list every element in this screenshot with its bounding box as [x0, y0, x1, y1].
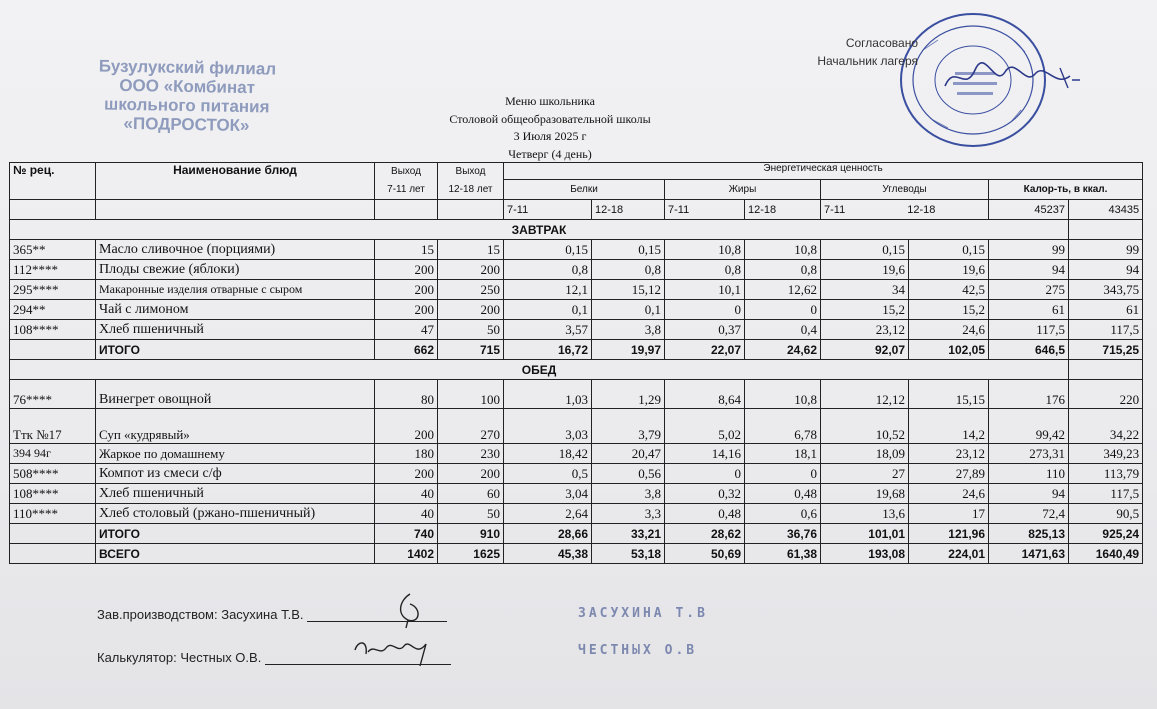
value-cell: 110: [989, 464, 1069, 484]
value-cell: 0,56: [592, 464, 665, 484]
value-cell: 27,89: [909, 464, 989, 484]
header-out1-title: Выход: [391, 166, 421, 177]
value-cell: 99: [989, 240, 1069, 260]
header-name: Наименование блюд: [96, 163, 375, 200]
value-cell: 117,5: [1069, 484, 1143, 504]
value-cell: 0,48: [745, 484, 821, 504]
value-cell: 646,5: [989, 340, 1069, 360]
dish-name-cell: Суп «кудрявый»: [96, 409, 375, 444]
value-cell: 0,8: [504, 260, 592, 280]
value-cell: 200: [438, 464, 504, 484]
value-cell: 61,38: [745, 544, 821, 564]
value-cell: 24,62: [745, 340, 821, 360]
dish-name-cell: ВСЕГО: [96, 544, 375, 564]
value-cell: 0,32: [665, 484, 745, 504]
producer-signature-icon: [380, 590, 440, 630]
org-stamp-line: школьного питания: [103, 94, 270, 117]
value-cell: 0,15: [821, 240, 909, 260]
value-cell: 3,57: [504, 320, 592, 340]
value-cell: 24,6: [909, 484, 989, 504]
value-cell: 200: [375, 280, 438, 300]
value-cell: 23,12: [909, 444, 989, 464]
value-cell: 10,8: [745, 240, 821, 260]
section-row-breakfast: [10, 220, 1143, 240]
value-cell: 34,22: [1069, 409, 1143, 444]
age-cell: 7-11: [504, 200, 592, 220]
value-cell: 23,12: [821, 320, 909, 340]
value-cell: 220: [1069, 380, 1143, 409]
value-cell: 200: [438, 300, 504, 320]
value-cell: 15,15: [909, 380, 989, 409]
value-cell: 19,68: [821, 484, 909, 504]
dish-row: [10, 240, 1143, 260]
value-cell: 100: [438, 380, 504, 409]
value-cell: 0,15: [592, 240, 665, 260]
dish-row: [10, 380, 1143, 409]
value-cell: 0,6: [745, 504, 821, 524]
dish-name-cell: Хлеб столовый (ржано-пшеничный): [96, 504, 375, 524]
value-cell: 349,23: [1069, 444, 1143, 464]
breakfast-total-row: [10, 340, 1143, 360]
value-cell: 94: [1069, 260, 1143, 280]
organization-stamp: [81, 56, 292, 136]
value-cell: 193,08: [821, 544, 909, 564]
grand-total-row: [10, 544, 1143, 564]
recipe-code-cell: [10, 340, 96, 360]
header-proteins: Белки: [504, 180, 665, 200]
value-cell: 20,47: [592, 444, 665, 464]
value-cell: 8,64: [665, 380, 745, 409]
value-cell: 10,1: [665, 280, 745, 300]
value-cell: 15,2: [821, 300, 909, 320]
value-cell: 50: [438, 320, 504, 340]
value-cell: 1,29: [592, 380, 665, 409]
value-cell: 45,38: [504, 544, 592, 564]
value-cell: 99: [1069, 240, 1143, 260]
value-cell: 10,52: [821, 409, 909, 444]
header-out1-sub: 7-11 лет: [387, 184, 425, 195]
age-cell: [821, 200, 989, 220]
value-cell: 102,05: [909, 340, 989, 360]
value-cell: 33,21: [592, 524, 665, 544]
value-cell: 1402: [375, 544, 438, 564]
value-cell: 13,6: [821, 504, 909, 524]
dish-row: [10, 280, 1143, 300]
dish-row: [10, 409, 1143, 444]
org-stamp-line: «ПОДРОСТОК»: [123, 113, 250, 136]
value-cell: 50: [438, 504, 504, 524]
value-cell: 24,6: [909, 320, 989, 340]
title-line: 3 Июля 2025 г: [513, 129, 587, 143]
dish-name-cell: Компот из смеси с/ф: [96, 464, 375, 484]
section-label: ОБЕД: [10, 360, 1069, 380]
value-cell: 200: [438, 260, 504, 280]
age-label: 7-11: [824, 203, 846, 216]
value-cell: 925,24: [1069, 524, 1143, 544]
value-cell: 121,96: [909, 524, 989, 544]
menu-title: [360, 93, 740, 163]
section-label: ЗАВТРАК: [10, 220, 1069, 240]
value-cell: 715,25: [1069, 340, 1143, 360]
recipe-code-cell: 294**: [10, 300, 96, 320]
value-cell: 250: [438, 280, 504, 300]
recipe-code-cell: 508****: [10, 464, 96, 484]
value-cell: 113,79: [1069, 464, 1143, 484]
title-line: Столовой общеобразовательной школы: [449, 111, 651, 126]
value-cell: 92,07: [821, 340, 909, 360]
calculator-label: Калькулятор: Честных О.В.: [97, 650, 262, 665]
table-age-row: [10, 200, 1143, 220]
value-cell: 0,8: [592, 260, 665, 280]
value-cell: 15,2: [909, 300, 989, 320]
value-cell: 5,02: [665, 409, 745, 444]
value-cell: 200: [375, 300, 438, 320]
value-cell: 17: [909, 504, 989, 524]
dish-row: [10, 484, 1143, 504]
dish-row: [10, 320, 1143, 340]
value-cell: 99,42: [989, 409, 1069, 444]
value-cell: 10,8: [665, 240, 745, 260]
recipe-code-cell: 76****: [10, 380, 96, 409]
value-cell: 0,4: [745, 320, 821, 340]
recipe-code-cell: 108****: [10, 484, 96, 504]
value-cell: 0,8: [665, 260, 745, 280]
header-kcal: Калор-ть, в ккал.: [989, 180, 1143, 200]
value-cell: 94: [989, 484, 1069, 504]
table-header-row: [10, 163, 1143, 180]
value-cell: 47: [375, 320, 438, 340]
breakfast-rows: [10, 240, 1143, 340]
value-cell: 180: [375, 444, 438, 464]
header-out1: [375, 163, 438, 200]
value-cell: 22,07: [665, 340, 745, 360]
value-cell: 53,18: [592, 544, 665, 564]
value-cell: 14,2: [909, 409, 989, 444]
value-cell: 1471,63: [989, 544, 1069, 564]
value-cell: 72,4: [989, 504, 1069, 524]
value-cell: 0,1: [504, 300, 592, 320]
value-cell: 825,13: [989, 524, 1069, 544]
value-cell: 36,76: [745, 524, 821, 544]
dish-name-cell: Масло сливочное (порциями): [96, 240, 375, 260]
value-cell: 61: [1069, 300, 1143, 320]
value-cell: 16,72: [504, 340, 592, 360]
menu-table: [9, 162, 1143, 564]
value-cell: 3,8: [592, 484, 665, 504]
title-line: Четверг (4 день): [508, 146, 592, 161]
dish-name-cell: Чай с лимоном: [96, 300, 375, 320]
value-cell: 12,62: [745, 280, 821, 300]
lunch-total-row: [10, 524, 1143, 544]
value-cell: 60: [438, 484, 504, 504]
dish-row: [10, 464, 1143, 484]
dish-row: [10, 504, 1143, 524]
kcal-norm-cell: 43435: [1069, 200, 1143, 220]
value-cell: 1,03: [504, 380, 592, 409]
age-cell: 12-18: [592, 200, 665, 220]
approver-signature-icon: [940, 58, 1090, 98]
title-line: Меню школьника: [505, 94, 595, 108]
recipe-code-cell: 394 94г: [10, 444, 96, 464]
value-cell: 94: [989, 260, 1069, 280]
value-cell: 200: [375, 409, 438, 444]
section-row-lunch: [10, 360, 1143, 380]
value-cell: 19,6: [821, 260, 909, 280]
value-cell: 90,5: [1069, 504, 1143, 524]
value-cell: 3,03: [504, 409, 592, 444]
value-cell: 1640,49: [1069, 544, 1143, 564]
recipe-code-cell: [10, 524, 96, 544]
dish-row: [10, 260, 1143, 280]
org-stamp-line: ООО «Комбинат: [119, 75, 256, 98]
value-cell: 3,79: [592, 409, 665, 444]
value-cell: 200: [375, 464, 438, 484]
producer-label: Зав.производством: Засухина Т.В.: [97, 607, 304, 622]
value-cell: 0,15: [504, 240, 592, 260]
value-cell: 3,04: [504, 484, 592, 504]
recipe-code-cell: 365**: [10, 240, 96, 260]
dish-name-cell: Макаронные изделия отварные с сыром: [96, 280, 375, 300]
value-cell: 12,12: [821, 380, 909, 409]
value-cell: 0: [745, 464, 821, 484]
value-cell: 18,42: [504, 444, 592, 464]
value-cell: 101,01: [821, 524, 909, 544]
dish-name-cell: Хлеб пшеничный: [96, 320, 375, 340]
value-cell: 42,5: [909, 280, 989, 300]
value-cell: 50,69: [665, 544, 745, 564]
value-cell: 28,66: [504, 524, 592, 544]
dish-name-cell: Хлеб пшеничный: [96, 484, 375, 504]
recipe-code-cell: 110****: [10, 504, 96, 524]
value-cell: 662: [375, 340, 438, 360]
header-out2-title: Выход: [455, 166, 486, 177]
value-cell: 6,78: [745, 409, 821, 444]
value-cell: 61: [989, 300, 1069, 320]
value-cell: 0,5: [504, 464, 592, 484]
value-cell: 740: [375, 524, 438, 544]
calculator-name-stamp: ЧЕСТНЫХ О.В: [578, 643, 698, 658]
value-cell: 1625: [438, 544, 504, 564]
value-cell: 176: [989, 380, 1069, 409]
value-cell: 2,64: [504, 504, 592, 524]
value-cell: 3,3: [592, 504, 665, 524]
value-cell: 0: [665, 300, 745, 320]
value-cell: 40: [375, 504, 438, 524]
value-cell: 200: [375, 260, 438, 280]
value-cell: 270: [438, 409, 504, 444]
header-out2: [438, 163, 504, 200]
value-cell: 910: [438, 524, 504, 544]
dish-name-cell: ИТОГО: [96, 524, 375, 544]
header-rec: № рец.: [10, 163, 96, 200]
value-cell: 15: [375, 240, 438, 260]
value-cell: 0: [665, 464, 745, 484]
value-cell: 117,5: [1069, 320, 1143, 340]
value-cell: 18,09: [821, 444, 909, 464]
value-cell: 19,97: [592, 340, 665, 360]
header-out2-sub: 12-18 лет: [448, 184, 493, 195]
value-cell: 14,16: [665, 444, 745, 464]
value-cell: 10,8: [745, 380, 821, 409]
org-stamp-line: Бузулукский филиал: [98, 56, 277, 79]
recipe-code-cell: 108****: [10, 320, 96, 340]
value-cell: 0: [745, 300, 821, 320]
dish-name-cell: Плоды свежие (яблоки): [96, 260, 375, 280]
age-label: 12-18: [907, 203, 936, 216]
age-cell: 7-11: [665, 200, 745, 220]
approval-title: Согласовано: [845, 36, 918, 50]
header-carbs: Углеводы: [821, 180, 989, 200]
kcal-norm-cell: 45237: [989, 200, 1069, 220]
value-cell: 18,1: [745, 444, 821, 464]
value-cell: 40: [375, 484, 438, 504]
recipe-code-cell: Ттк №17: [10, 409, 96, 444]
dish-row: [10, 300, 1143, 320]
value-cell: 273,31: [989, 444, 1069, 464]
value-cell: 15,12: [592, 280, 665, 300]
dish-name-cell: Винегрет овощной: [96, 380, 375, 409]
value-cell: 0,48: [665, 504, 745, 524]
value-cell: 715: [438, 340, 504, 360]
approval-position: Начальник лагеря: [817, 54, 918, 68]
value-cell: 275: [989, 280, 1069, 300]
value-cell: 27: [821, 464, 909, 484]
value-cell: 12,1: [504, 280, 592, 300]
value-cell: 80: [375, 380, 438, 409]
value-cell: 28,62: [665, 524, 745, 544]
age-cell: 12-18: [745, 200, 821, 220]
value-cell: 343,75: [1069, 280, 1143, 300]
value-cell: 117,5: [989, 320, 1069, 340]
lunch-rows: [10, 380, 1143, 524]
value-cell: 15: [438, 240, 504, 260]
dish-row: [10, 444, 1143, 464]
header-fats: Жиры: [665, 180, 821, 200]
value-cell: 224,01: [909, 544, 989, 564]
value-cell: 19,6: [909, 260, 989, 280]
approval-block: [800, 34, 918, 70]
dish-name-cell: Жаркое по домашнему: [96, 444, 375, 464]
value-cell: 0,1: [592, 300, 665, 320]
value-cell: 3,8: [592, 320, 665, 340]
dish-name-cell: ИТОГО: [96, 340, 375, 360]
recipe-code-cell: [10, 544, 96, 564]
calculator-signature-icon: [350, 630, 440, 670]
header-energy: Энергетическая ценность: [504, 163, 1143, 180]
recipe-code-cell: 112****: [10, 260, 96, 280]
value-cell: 230: [438, 444, 504, 464]
value-cell: 0,15: [909, 240, 989, 260]
value-cell: 0,37: [665, 320, 745, 340]
producer-name-stamp: ЗАСУХИНА Т.В: [578, 606, 708, 621]
value-cell: 34: [821, 280, 909, 300]
recipe-code-cell: 295****: [10, 280, 96, 300]
value-cell: 0,8: [745, 260, 821, 280]
